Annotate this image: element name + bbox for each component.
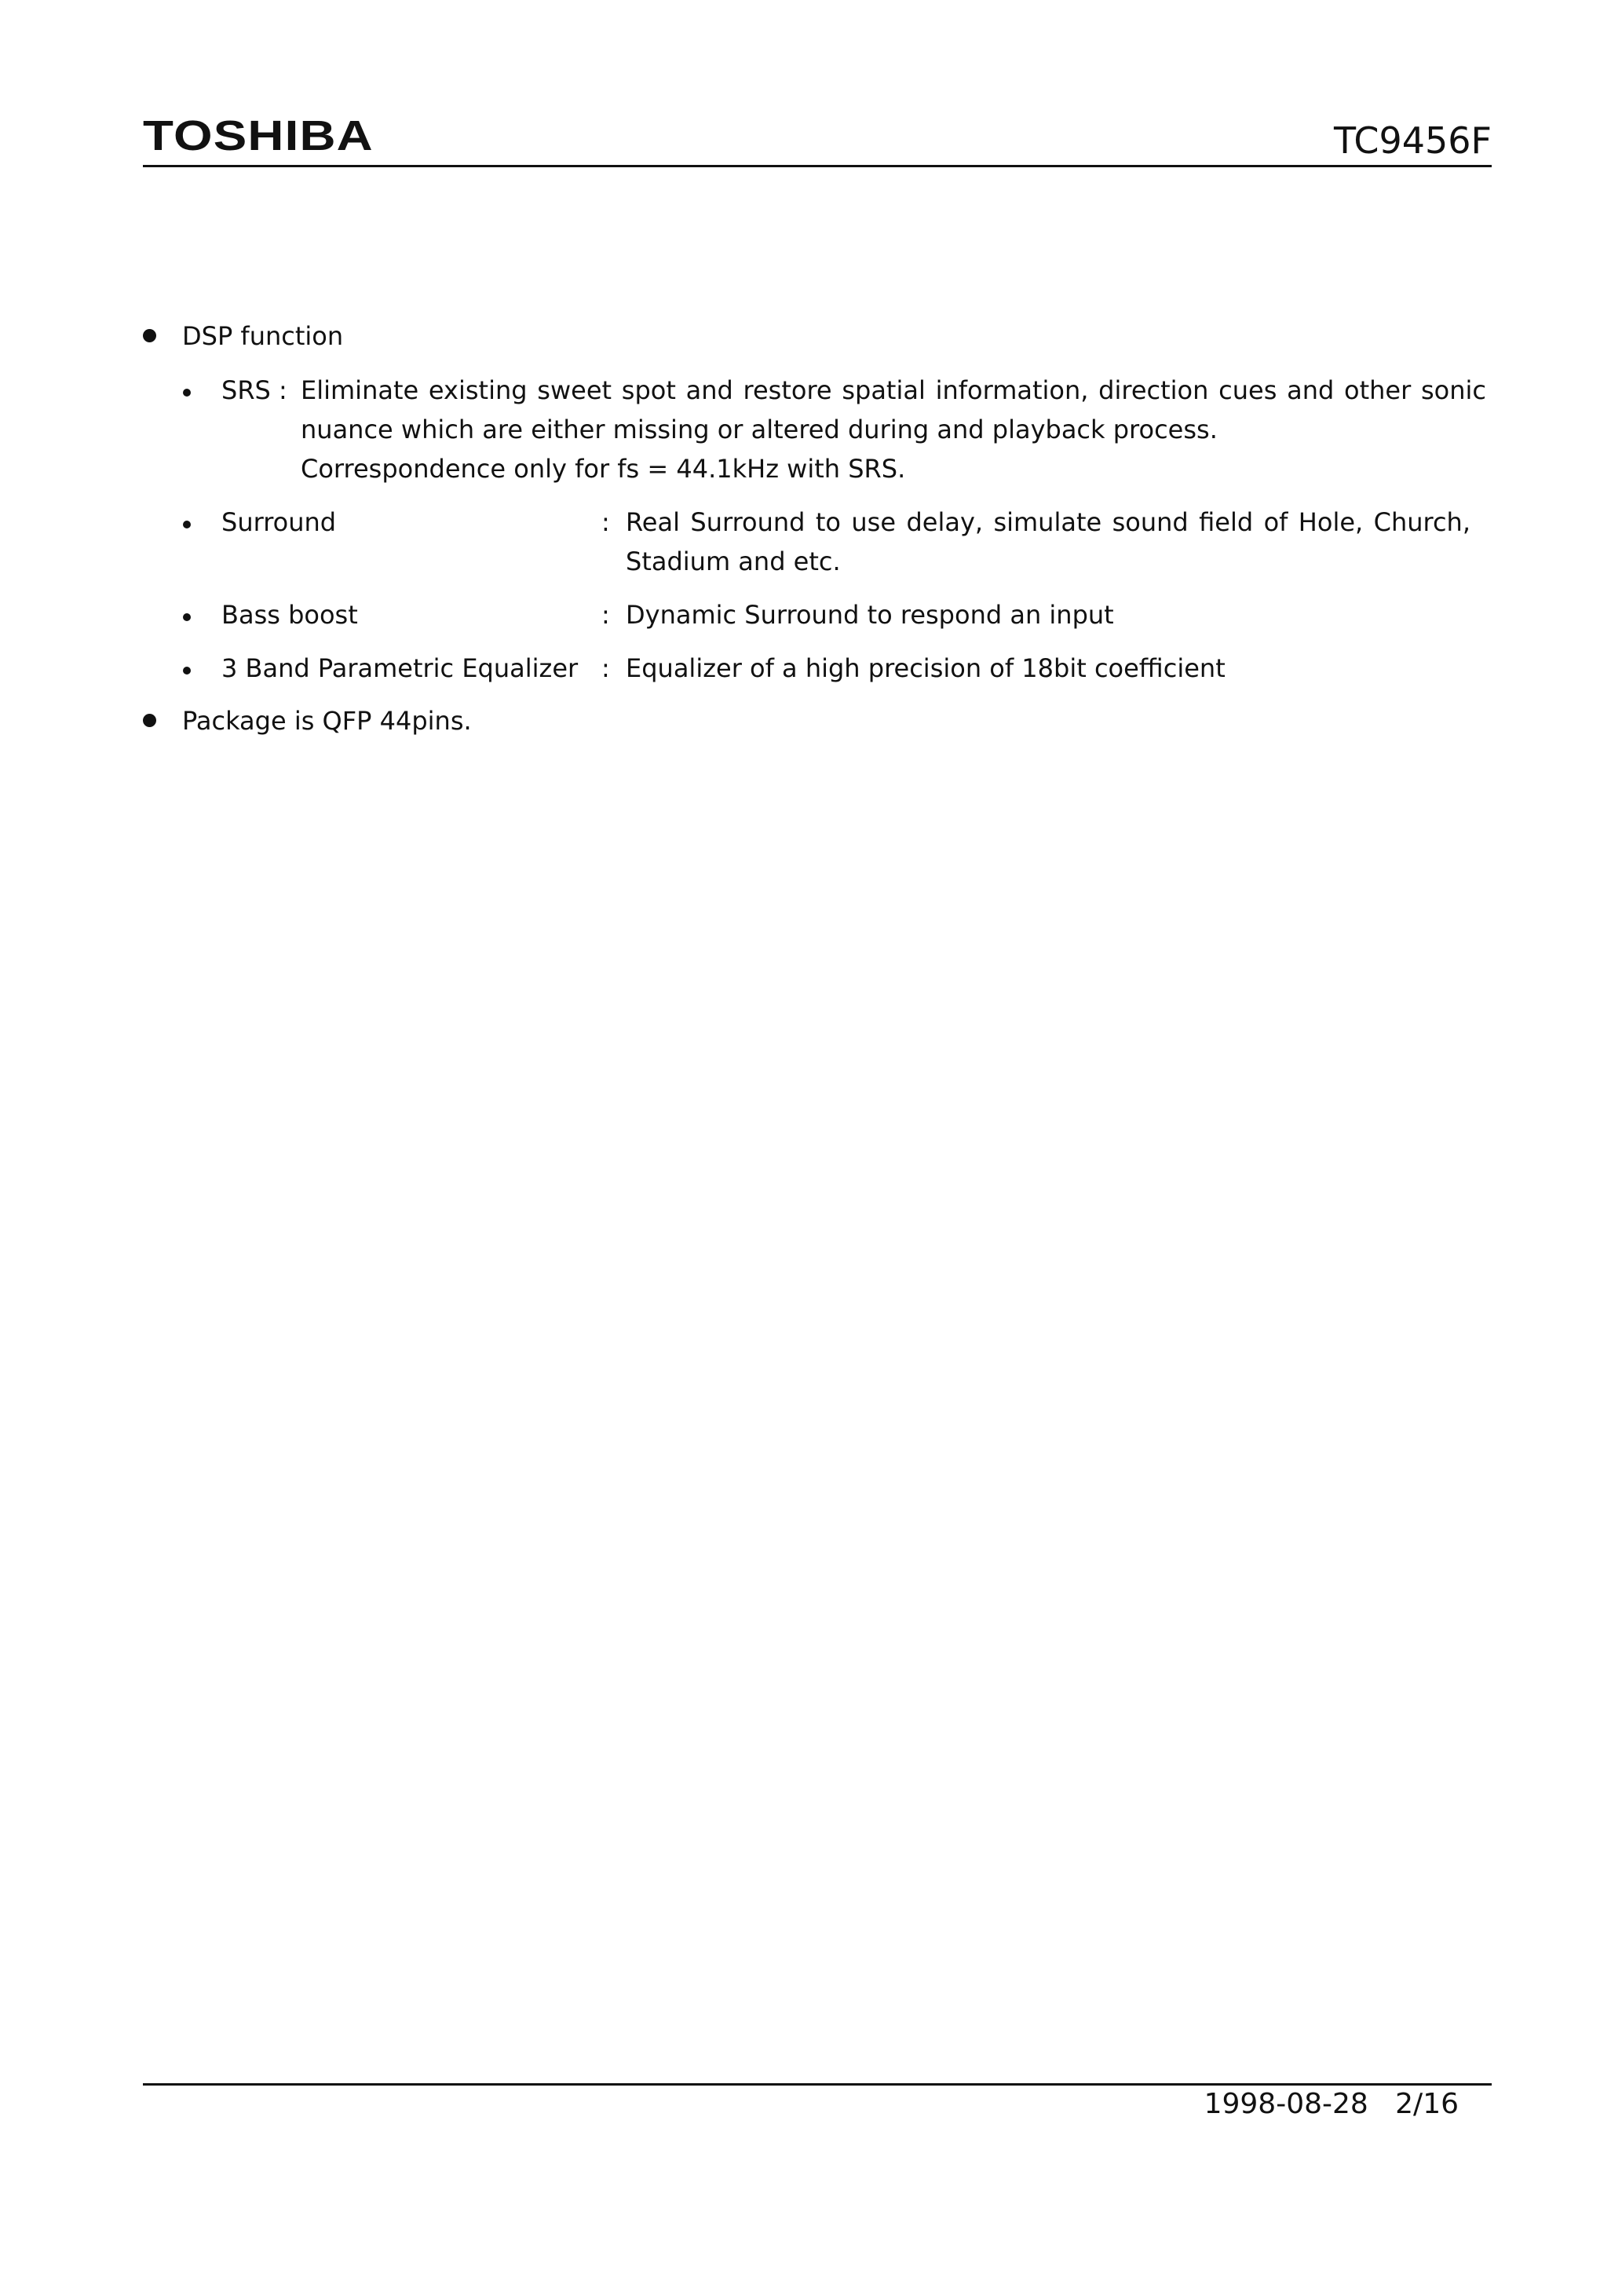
header-divider bbox=[143, 165, 1492, 167]
footer-date: 1998-08-28 bbox=[1204, 2088, 1368, 2120]
surround-desc-line1: Real Surround to use delay, simulate sound field of Hole, Church, bbox=[626, 507, 1470, 537]
brand-logo: TOSHIBA bbox=[143, 112, 374, 159]
footer-info bbox=[1204, 2090, 1459, 2119]
bullet-bass-boost bbox=[183, 613, 191, 621]
bullet-equalizer bbox=[183, 667, 191, 675]
equalizer-term: 3 Band Parametric Equalizer bbox=[221, 653, 579, 683]
bass-boost-colon: : bbox=[601, 600, 610, 630]
package-text: Package is QFP 44pins. bbox=[182, 706, 472, 736]
part-number: TC9456F bbox=[1333, 119, 1492, 162]
surround-colon: : bbox=[601, 507, 610, 537]
bass-boost-desc: Dynamic Surround to respond an input bbox=[626, 600, 1114, 630]
surround-desc-line2: Stadium and etc. bbox=[626, 547, 841, 576]
surround-term: Surround bbox=[221, 507, 337, 537]
srs-term: SRS bbox=[221, 375, 271, 405]
equalizer-colon: : bbox=[601, 653, 610, 683]
srs-desc-line1: Eliminate existing sweet spot and restore spatial information, direction cues and other sonic bbox=[301, 375, 1486, 405]
bullet-dsp bbox=[143, 329, 156, 342]
page-number: 2/16 bbox=[1395, 2088, 1459, 2120]
srs-colon: : bbox=[279, 375, 287, 405]
srs-desc-line3: Correspondence only for fs = 44.1kHz with SRS. bbox=[301, 454, 906, 484]
footer-divider bbox=[143, 2083, 1492, 2086]
bullet-package bbox=[143, 714, 156, 727]
bullet-surround bbox=[183, 521, 191, 528]
srs-desc-line2: nuance which are either missing or altered during and playback process. bbox=[301, 415, 1218, 444]
bullet-srs bbox=[183, 389, 191, 397]
bass-boost-term: Bass boost bbox=[221, 600, 358, 630]
dsp-heading: DSP function bbox=[182, 321, 344, 351]
equalizer-desc: Equalizer of a high precision of 18bit coefficient bbox=[626, 653, 1226, 683]
